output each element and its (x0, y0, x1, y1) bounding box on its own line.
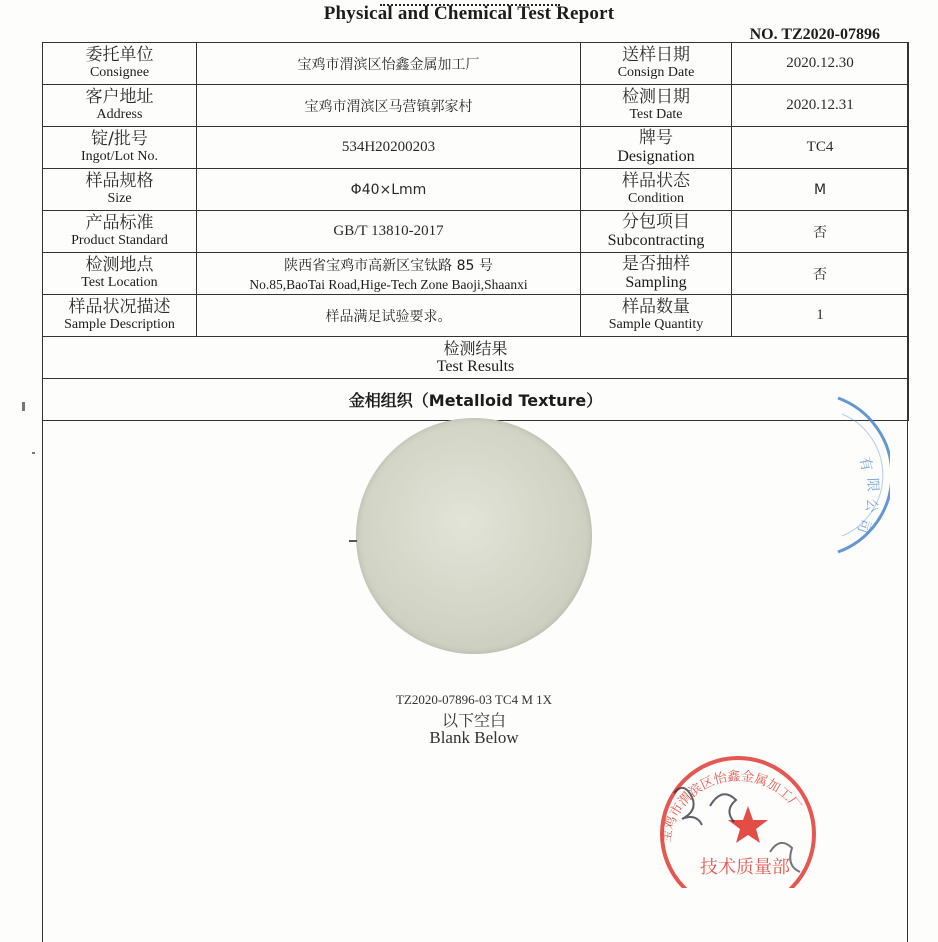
subcontracting-label: 分包项目 Subcontracting (581, 211, 732, 253)
condition-label: 样品状态 Condition (581, 169, 732, 211)
consignee-label: 委托单位 Consignee (43, 43, 197, 85)
size-label: 样品规格 Size (43, 169, 197, 211)
address-label: 客户地址 Address (43, 85, 197, 127)
table-row (43, 253, 909, 295)
section-title: 金相组织（Metalloid Texture） (43, 379, 909, 421)
specimen-image (356, 418, 592, 654)
svg-text:宝鸡市渭滨区怡鑫金属加工厂: 宝鸡市渭滨区怡鑫金属加工厂 (658, 769, 804, 844)
test-date-value: 2020.12.31 (732, 85, 909, 127)
section-header-row (43, 379, 909, 421)
test-date-label: 检测日期 Test Date (581, 85, 732, 127)
svg-text:有: 有 (856, 455, 875, 473)
table-row (43, 85, 909, 127)
blank-below-zh: 以下空白 (441, 711, 506, 730)
scan-speck (22, 402, 25, 411)
table-row (43, 211, 909, 253)
subcontracting-value: 否 (732, 211, 909, 253)
specimen-edge-mark (349, 540, 357, 542)
designation-value: TC4 (732, 127, 909, 169)
table-row (43, 169, 909, 211)
blue-seal-stamp (790, 396, 890, 556)
quantity-label: 样品数量 Sample Quantity (581, 295, 732, 337)
results-header: 检测结果 Test Results (43, 337, 909, 379)
svg-text:公: 公 (862, 497, 880, 514)
info-table (42, 42, 909, 421)
svg-text:技术质量部: 技术质量部 (700, 857, 790, 878)
consignee-value: 宝鸡市渭滨区怡鑫金属加工厂 (197, 43, 581, 85)
size-value: Φ40×Lmm (197, 169, 581, 211)
blank-below-en: Blank Below (429, 728, 519, 747)
sampling-label: 是否抽样 Sampling (581, 253, 732, 295)
location-label: 检测地点 Test Location (43, 253, 197, 295)
sampling-value: 否 (732, 253, 909, 295)
condition-value: M (732, 169, 909, 211)
description-label: 样品状况描述 Sample Description (43, 295, 197, 337)
standard-label: 产品标准 Product Standard (43, 211, 197, 253)
quantity-value: 1 (732, 295, 909, 337)
report-number: NO. TZ2020-07896 (749, 26, 880, 43)
location-value: 陕西省宝鸡市高新区宝钛路 85 号 No.85,BaoTai Road,Hige-Tech Zone Baoji,Shaanxi (197, 253, 581, 295)
standard-value: GB/T 13810-2017 (197, 211, 581, 253)
description-value: 样品满足试验要求。 (197, 295, 581, 337)
svg-text:限: 限 (864, 477, 881, 493)
report-title: Physical and Chemical Test Report (323, 3, 615, 24)
svg-text:司: 司 (853, 516, 874, 536)
scan-speck (32, 452, 35, 454)
table-row (43, 127, 909, 169)
results-header-row (43, 337, 909, 379)
designation-label: 牌号 Designation (581, 127, 732, 169)
consign-date-label: 送样日期 Consign Date (581, 43, 732, 85)
specimen-caption: TZ2020-07896-03 TC4 M 1X (395, 692, 553, 707)
red-seal-stamp (652, 748, 822, 888)
address-value: 宝鸡市渭滨区马营镇郭家村 (197, 85, 581, 127)
consign-date-value: 2020.12.30 (732, 43, 909, 85)
table-row (43, 43, 909, 85)
lot-value: 534H20200203 (197, 127, 581, 169)
table-row (43, 295, 909, 337)
lot-label: 锭/批号 Ingot/Lot No. (43, 127, 197, 169)
